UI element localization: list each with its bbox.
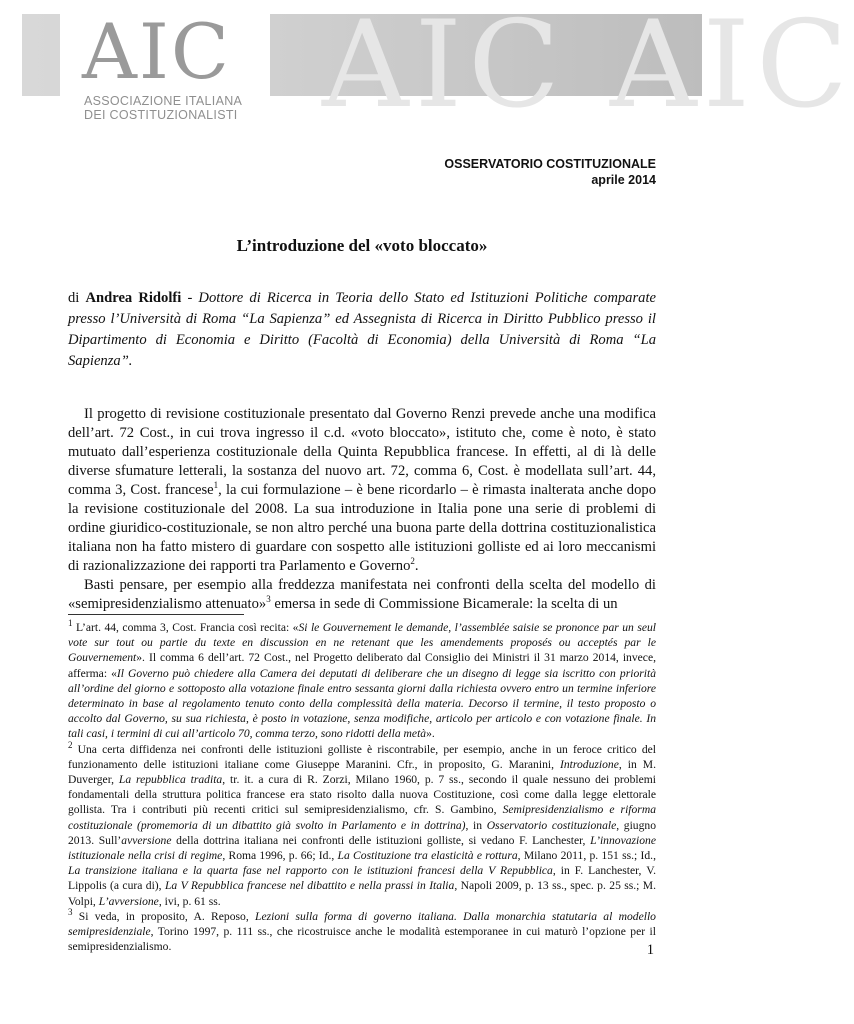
footnote-3-italic: Lezioni sulla forma di governo italiana. Dalla monarchia statutaria al modello semipresidenziale: [68, 909, 656, 939]
author-block: [68, 288, 656, 372]
footnote-2-text: della dottrina italiana nei confronti delle istituzioni golliste, si vedano F. Lanchester,: [171, 833, 591, 847]
footnote-ref-2[interactable]: 2: [410, 556, 415, 567]
footnote-1-text: L’art. 44, comma 3, Cost. Francia così recita: «: [72, 621, 299, 634]
author-separator: -: [181, 290, 199, 306]
footnote-3-number: 3: [68, 907, 73, 917]
article-title: L’introduzione del «voto bloccato»: [236, 236, 488, 255]
footnote-2-text: , Napoli 2009, p. 13 ss., spec. p. 25 ss.; M. Volpi,: [68, 879, 656, 908]
banner-watermark: AIC AIC: [322, 0, 854, 135]
footnote-1-quote-it: Il Governo può chiedere alla Camera dei deputati di deliberare che un disegno di legge sia iscritto con priorità all’ordine del giorno e sottoposto alla votazione finale entro sessanta giorni dalla richiesta ovvero entro un termine inferiore determinato in base al regolamento tenuto conto della complessità della materia. Decorso il termine, il testo proposto o accolto dal Governo, su sua richiesta, è posto in votazione, senza modifiche, articolo per articolo e con votazione finale. In tali casi, i termini di cui all’articolo 70, comma terzo, sono ridotti della metà: [68, 666, 656, 741]
paragraph-1-text-c: .: [414, 558, 419, 574]
footnote-2-italic: avversione: [121, 833, 172, 847]
footnote-3-text: Si veda, in proposito, A. Reposo,: [72, 909, 256, 923]
author-affiliation: Dottore di Ricerca in Teoria dello Stato ed Istituzioni Politiche comparate presso l’Università di Roma “La Sapienza” ed Assegnista di Ricerca in Diritto Pubblico presso il Dipartimento di Economia e Diritto (Facoltà di Economia) della Università di Roma “La Sapienza”.: [68, 290, 656, 369]
footnote-2-italic: Semipresidenzialismo e riforma costituzionale (promemoria di un dibattito già svolto in Parlamento e in dottrina): [68, 803, 656, 832]
footnote-2-italic: L’avversione: [98, 894, 159, 908]
footnote-2-text: , in F. Lanchester, V. Lippolis (a cura di),: [68, 864, 656, 893]
footnote-2-italic: La repubblica tradita: [118, 773, 223, 787]
footnote-ref-1[interactable]: 1: [213, 480, 219, 491]
footnote-1-quote-fr: Si le Gouvernement le demande, l’assemblée saisie se prononce par un seul vote sur tout ou partie du texte en discussion en ne retenant que les amendements proposés ou acceptés par le Gouvernement: [68, 621, 656, 665]
footnote-1-number: 1: [68, 618, 73, 629]
footnote-2-italic: La transizione italiana e la quarta fase nel rapporto con le istituzioni francesi della V Repubblica: [68, 864, 553, 878]
logo-line-1: ASSOCIAZIONE ITALIANA: [84, 94, 243, 108]
paragraph-1-text-a: Il progetto di revisione costituzionale presentato dal Governo Renzi prevede anche una modifica dell’art. 72 Cost., in cui trova ingresso il c.d. «voto bloccato», istituto che, come è noto, è stato mutuato dall’esperienza costituzionale della Quinta Repubblica francese. In effetti, al di là delle diverse sfumature letterali, la sostanza del nuovo art. 72, comma 6, Cost. è modellata sull’art. 44, comma 3, Cost. francese: [68, 406, 656, 498]
footnote-1: [68, 620, 656, 742]
issue-date: aprile 2014: [591, 173, 656, 187]
footnote-2-italic: La V Repubblica francese nel dibattito e nella prassi in Italia: [164, 879, 455, 893]
paragraph-2: [68, 576, 656, 614]
paragraph-1: [68, 405, 656, 576]
footnote-2-text: , Milano 2011, p. 151 ss.; Id.,: [517, 849, 656, 863]
footnote-2-text: , ivi, p. 61 ss.: [158, 894, 221, 908]
footnote-2-italic: Introduzione: [560, 757, 619, 771]
footnote-2-text: , tr. it. a cura di R. Zorzi, Milano 1960, p. 7 ss., secondo il quale nessuno dei problemi fondamentali della struttura politica francese era stato risolto dalla nuova Costituzione, così come dalla legge elettorale gollista. Tra i contributi più recenti critici sul semipresidenzialismo, cfr. S. Gambino,: [68, 773, 656, 817]
logo: [60, 0, 270, 128]
footnote-2-italic: Osservatorio costituzionale: [486, 818, 617, 832]
footnote-2-text: Una certa diffidenza nei confronti delle istituzioni golliste è riscontrabile, per esempio, anche in un feroce critico del funzionamento delle istituzioni italiane come Giuseppe Maranini. Cfr., in proposito, G. Maranini,: [68, 742, 656, 771]
footnote-2-italic: La Costituzione tra elasticità e rottura: [337, 849, 518, 863]
footnote-2-text: , in M. Duverger,: [68, 757, 656, 787]
journal-header: [444, 156, 656, 188]
footnote-ref-3[interactable]: 3: [266, 594, 271, 605]
footnote-separator: [68, 614, 244, 615]
footnote-2-text: , Roma 1996, p. 66; Id.,: [222, 849, 338, 863]
footnote-2-number: 2: [68, 739, 73, 750]
author-prefix: di: [68, 290, 86, 306]
footnote-2-text: , in: [465, 818, 487, 832]
footnote-1-text: ».: [426, 727, 435, 741]
paragraph-1-text-b: , la cui formulazione – è bene ricordarlo – è rimasta inalterata anche dopo la revisione costituzionale del 2008. La sua introduzione in Italia pone una serie di problemi di ordine giuridico-costituzionale, se non altro perché una buona parte della dottrina costituzionalistica italiana non ha fatto mistero di guardare con sospetto alle istituzioni golliste ed ai loro meccanismi di razionalizzazione dei rapporti tra Parlamento e Governo: [68, 482, 656, 574]
logo-line-2: DEI COSTITUZIONALISTI: [84, 108, 238, 122]
author-name: Andrea Ridolfi: [85, 290, 182, 306]
footnotes: [68, 620, 656, 954]
page-number: 1: [646, 942, 654, 958]
footnote-2-text: , giugno 2013. Sull’: [68, 818, 656, 847]
footnote-2-italic: L’innovazione istituzionale nella crisi di regime: [68, 833, 656, 863]
logo-subtitle: [84, 94, 242, 122]
paragraph-2-text-b: emersa in sede di Commissione Bicamerale: la scelta di un: [270, 596, 618, 612]
article-body: [68, 405, 656, 614]
footnote-1-text: ». Il comma 6 dell’art. 72 Cost., nel Progetto deliberato dal Consiglio dei Ministri il 31 marzo 2014, invece, afferma: «: [68, 651, 656, 680]
footnote-3: [68, 909, 656, 955]
journal-name: OSSERVATORIO COSTITUZIONALE: [444, 157, 656, 171]
logo-acronym: AIC: [82, 7, 232, 96]
footnote-3-text: , Torino 1997, p. 111 ss., che ricostruisce anche le modalità estemporanee in cui maturò l’opzione per il semipresidenzialismo.: [68, 925, 656, 954]
paragraph-2-text-a: Basti pensare, per esempio alla freddezza manifestata nei confronti della scelta del modello di «semipresidenzialismo attenuato»: [68, 577, 656, 612]
footnote-2: [68, 739, 656, 909]
